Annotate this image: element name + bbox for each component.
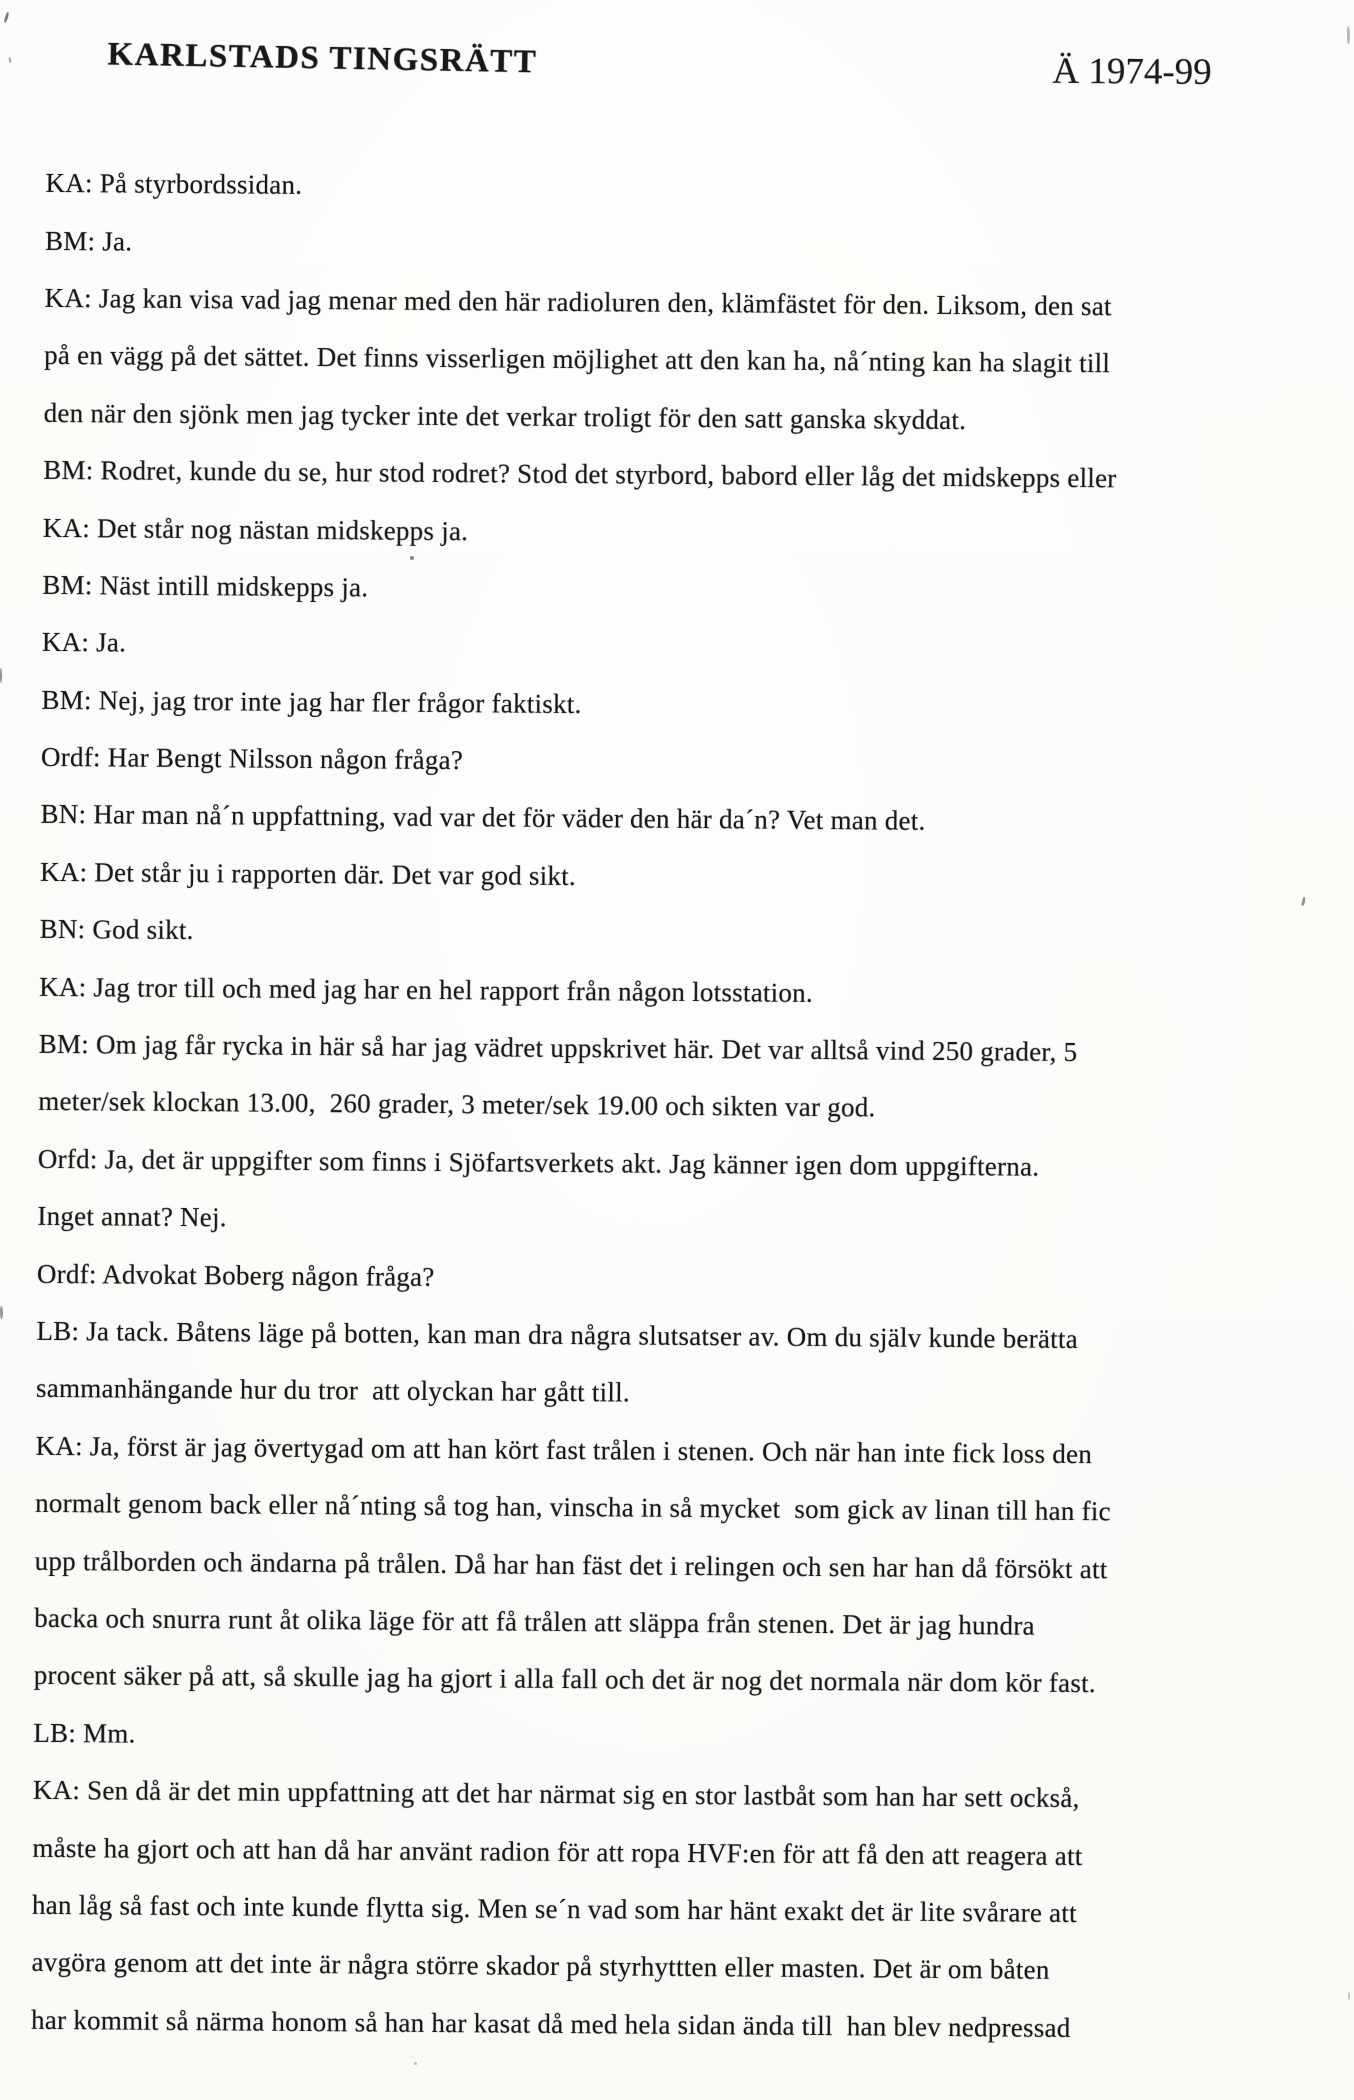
transcript-line: normalt genom back eller nå´nting så tog han, vinscha in så mycket som gick av linan till han fic xyxy=(35,1488,1111,1527)
transcript-line: den när den sjönk men jag tycker inte det verkar troligt för den satt ganska skyddat. xyxy=(43,397,967,435)
scan-artifact xyxy=(414,2062,417,2065)
transcript-line: KA: Ja, först är jag övertygad om att han kört fast trålen i stenen. Och när han inte fick loss den xyxy=(35,1430,1093,1469)
scan-artifact xyxy=(0,1306,3,1319)
transcript-line: KA: Jag tror till och med jag har en hel rapport från någon lotsstation. xyxy=(39,971,814,1008)
transcript-line: procent säker på att, så skulle jag ha gjort i alla fall och det är nog det normala när dom kör fast. xyxy=(33,1660,1097,1699)
transcript-line: meter/sek klockan 13.00, 260 grader, 3 meter/sek 19.00 och sikten var god. xyxy=(38,1086,876,1123)
transcript-line: LB: Mm. xyxy=(33,1717,136,1749)
transcript-line: BN: God sikt. xyxy=(39,914,194,946)
transcript-line: Ordf: Har Bengt Nilsson någon fråga? xyxy=(40,741,464,776)
transcript-line: upp trålborden och ändarna på trålen. Då har han fäst det i relingen och sen har han då försökt att xyxy=(34,1545,1108,1584)
transcript-line: Ordf: Advokat Boberg någon fråga? xyxy=(36,1258,435,1292)
court-name: KARLSTADS TINGSRÄTT xyxy=(107,36,538,81)
transcript-line: KA: Det står ju i rapporten där. Det var god sikt. xyxy=(39,856,577,891)
transcript-line: backa och snurra runt åt olika läge för att få trålen att släppa från stenen. Det är jag hundra xyxy=(34,1602,1035,1641)
transcript-line: har kommit så närma honom så han har kasat då med hela sidan ända till han blev nedpressad xyxy=(30,2004,1071,2043)
transcript-line: BN: Har man nå´n uppfattning, vad var det för väder den här da´n? Vet man det. xyxy=(40,799,926,837)
case-number: Ä 1974-99 xyxy=(1052,50,1212,94)
transcript-line: BM: Näst intill midskepps ja. xyxy=(42,569,369,603)
transcript-line: måste ha gjort och att han då har använt radion för att ropa HVF:en för att få den att reagera att xyxy=(32,1832,1083,1871)
transcript-line: Inget annat? Nej. xyxy=(37,1201,227,1233)
transcript-line: KA: På styrbordssidan. xyxy=(45,168,303,201)
transcript-line: LB: Ja tack. Båtens läge på botten, kan man dra några slutsatser av. Om du själv kunde berätta xyxy=(36,1315,1079,1355)
transcript-line: BM: Rodret, kunde du se, hur stod rodret? Stod det styrbord, babord eller låg det midskepps eller xyxy=(43,455,1117,494)
transcript-body xyxy=(31,155,1354,2060)
transcript-line: BM: Ja. xyxy=(44,225,133,257)
scan-artifact xyxy=(1348,1992,1350,2000)
transcript-line: Orfd: Ja, det är uppgifter som finns i Sjöfartsverkets akt. Jag känner igen dom uppgifterna. xyxy=(37,1143,1040,1182)
transcript-line: han låg så fast och inte kunde flytta sig. Men se´n vad som har hänt exakt det är lite svårare att xyxy=(31,1889,1077,1928)
transcript-line: KA: Sen då är det min uppfattning att det har närmat sig en stor lastbåt som han har sett också, xyxy=(32,1774,1080,1814)
transcript-line: på en vägg på det sättet. Det finns visserligen möjlighet att den kan ha, nå´nting kan ha slagit till xyxy=(44,340,1111,379)
transcript-line: BM: Om jag får rycka in här så har jag vädret uppskrivet här. Det var alltså vind 250 grader, 5 xyxy=(38,1028,1078,1068)
transcript-line: KA: Det står nog nästan midskepps ja. xyxy=(42,512,469,546)
transcript-line: avgöra genom att det inte är några större skador på styrhyttten eller masten. Det är om båten xyxy=(31,1947,1050,1986)
scan-artifact xyxy=(410,556,414,560)
transcript-line: KA: Jag kan visa vad jag menar med den här radioluren den, klämfästet för den. Liksom, den sat xyxy=(44,282,1112,322)
transcript-line: KA: Ja. xyxy=(41,627,127,658)
transcript-line: sammanhängande hur du tror att olyckan har gått till. xyxy=(35,1373,630,1408)
scan-artifact xyxy=(1347,26,1350,44)
transcript-line: BM: Nej, jag tror inte jag har fler frågor faktiskt. xyxy=(41,684,582,719)
scan-artifact xyxy=(0,668,2,683)
